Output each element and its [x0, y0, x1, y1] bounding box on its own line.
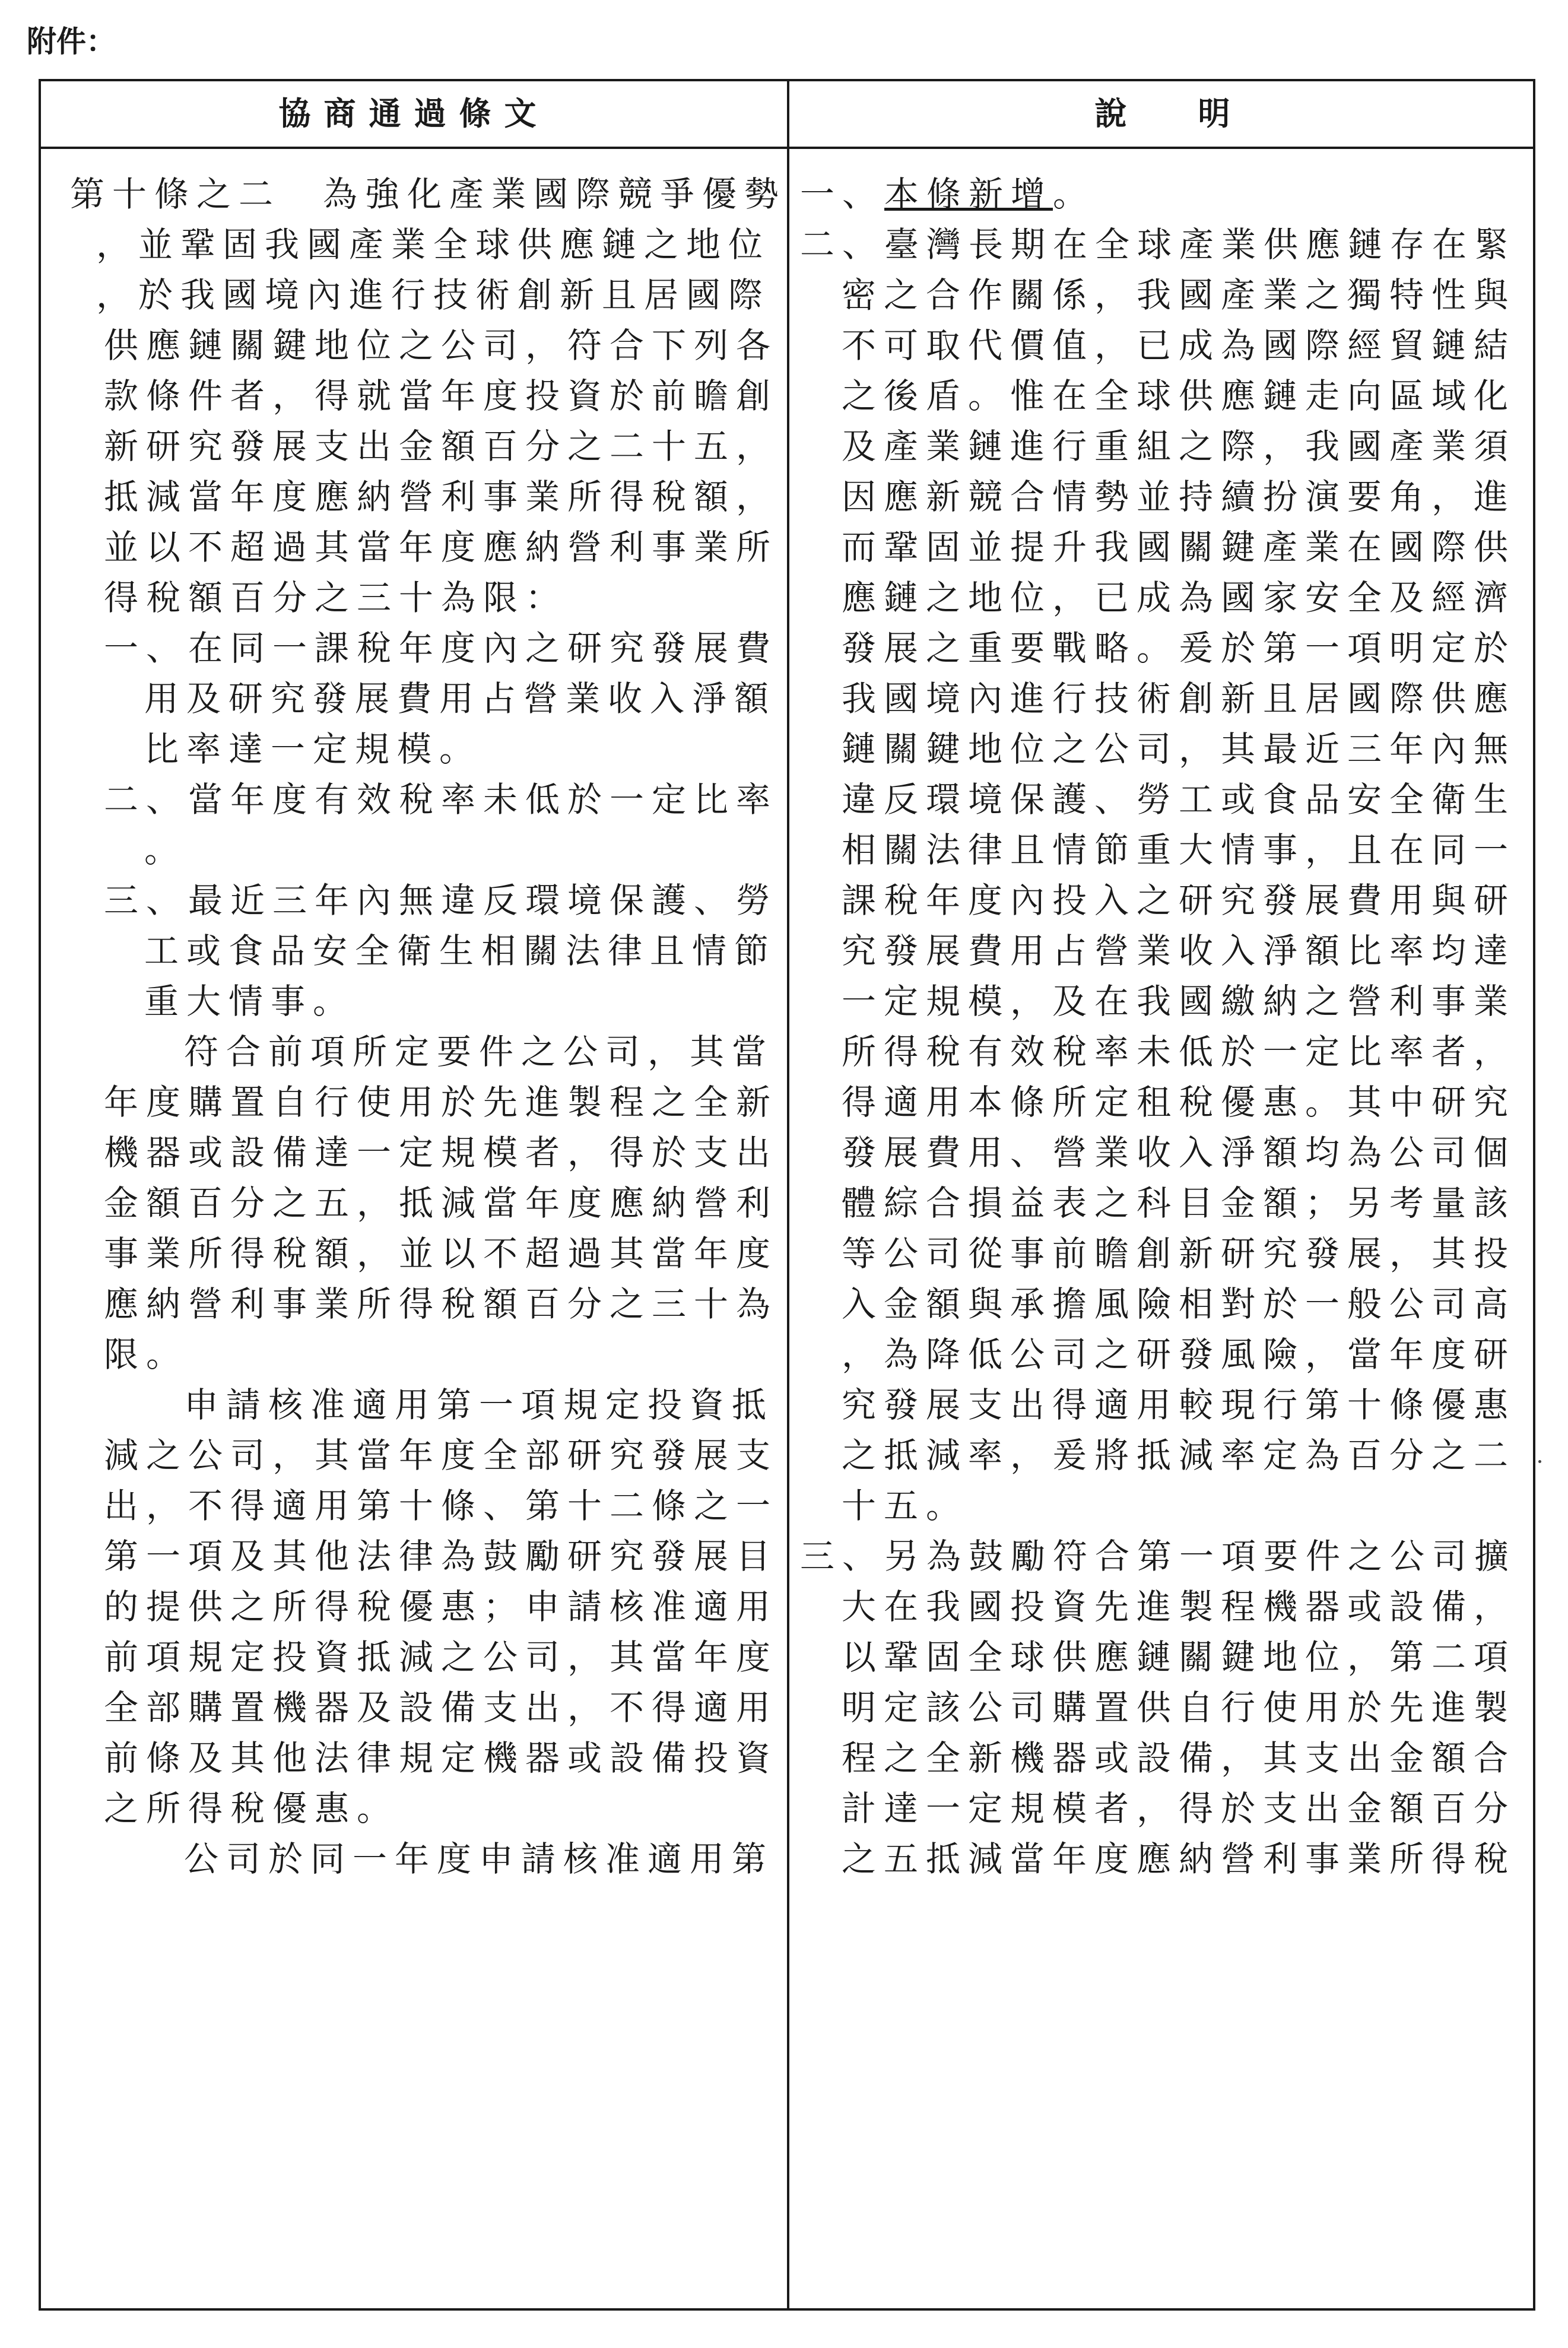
explanation-line: 究發展支出得適用較現行第十條優惠	[842, 1385, 1516, 1425]
explanation-line: 而鞏固並提升我國關鍵產業在國際供	[842, 527, 1516, 567]
article-text-line: 前項規定投資抵減之公司，其當年度	[104, 1637, 779, 1677]
new-article-note: 本條新增	[884, 174, 1053, 214]
explanation-line: 得適用本條所定租稅優惠。其中研究	[842, 1082, 1516, 1122]
punctuation: 。	[1053, 174, 1096, 214]
explanation-line: 所得稅有效稅率未低於一定比率者，	[842, 1032, 1516, 1072]
article-text-line: 機器或設備達一定規模者，得於支出	[104, 1132, 779, 1173]
article-item-line: 二、當年度有效稅率未低於一定比率	[104, 779, 779, 820]
article-item-line: 工或食品安全衛生相關法律且情節	[144, 931, 777, 971]
article-text-line: 符合前項所定要件之公司，其當	[184, 1032, 775, 1072]
explanation-line: 鏈關鍵地位之公司，其最近三年內無	[842, 729, 1516, 769]
article-text-line: 第十條之二 為強化產業國際競爭優勢	[70, 174, 787, 214]
article-text-line: 前條及其他法律規定機器或設備投資	[104, 1738, 779, 1778]
article-text-line: ，於我國境內進行技術創新且居國際	[96, 275, 771, 315]
article-item-line: 重大情事。	[144, 981, 356, 1021]
explanation-line: 等公司從事前瞻創新研究發展，其投	[842, 1233, 1516, 1274]
article-text-line: 並以不超過其當年度應納營利事業所	[104, 527, 779, 567]
explanation-line: 之後盾。惟在全球供應鏈走向區域化	[842, 376, 1516, 416]
article-text-line: 公司於同一年度申請核准適用第	[184, 1839, 775, 1879]
header-explanation: 說明	[1094, 95, 1302, 132]
explanation-line: 體綜合損益表之科目金額；另考量該	[842, 1183, 1516, 1223]
article-item-line: 比率達一定規模。	[144, 729, 482, 769]
article-text-line: 款條件者，得就當年度投資於前瞻創	[104, 376, 779, 416]
explanation-line: 應鏈之地位，已成為國家安全及經濟	[842, 578, 1516, 618]
explanation-line: 發展之重要戰略。爰於第一項明定於	[842, 628, 1516, 668]
explanation-line	[800, 174, 1096, 214]
explanation-line: 一定規模，及在我國繳納之營利事業	[842, 981, 1516, 1021]
explanation-line: ，為降低公司之研發風險，當年度研	[842, 1334, 1516, 1375]
explanation-line: 因應新競合情勢並持續扮演要角，進	[842, 477, 1516, 517]
article-text-line: 之所得稅優惠。	[104, 1788, 399, 1829]
article-text-line: 應納營利事業所得稅額百分之三十為	[104, 1284, 779, 1324]
article-text-line: ，並鞏固我國產業全球供應鏈之地位	[96, 224, 771, 265]
scan-speck	[1538, 1460, 1541, 1463]
article-item-line: 三、最近三年內無違反環境保護、勞	[104, 880, 779, 921]
article-text-line: 第一項及其他法律為鼓勵研究發展目	[104, 1536, 779, 1576]
article-text-line: 得稅額百分之三十為限：	[104, 578, 568, 618]
explanation-line: 明定該公司購置供自行使用於先進製	[842, 1687, 1516, 1728]
article-text-line: 供應鏈關鍵地位之公司，符合下列各	[104, 325, 779, 366]
article-text-line: 全部購置機器及設備支出，不得適用	[104, 1687, 779, 1728]
article-item-line: 用及研究發展費用占營業收入淨額	[144, 678, 777, 719]
explanation-line: 程之全新機器或設備，其支出金額合	[842, 1738, 1516, 1778]
article-text-line: 事業所得稅額，並以不超過其當年度	[104, 1233, 779, 1274]
explanation-line: 之抵減率，爰將抵減率定為百分之二	[842, 1435, 1516, 1476]
explanation-line: 入金額與承擔風險相對於一般公司高	[842, 1284, 1516, 1324]
explanation-line: 不可取代價值，已成為國際經貿鏈結	[842, 325, 1516, 366]
explanation-line: 十五。	[842, 1486, 969, 1526]
article-item-line: 一、在同一課稅年度內之研究發展費	[104, 628, 779, 668]
explanation-line: 發展費用、營業收入淨額均為公司個	[842, 1132, 1516, 1173]
explanation-line: 課稅年度內投入之研究發展費用與研	[842, 880, 1516, 921]
article-text-line: 減之公司，其當年度全部研究發展支	[104, 1435, 779, 1476]
article-text-line: 年度購置自行使用於先進製程之全新	[104, 1082, 779, 1122]
item-number: 一、	[800, 174, 885, 214]
explanation-line: 二、臺灣長期在全球產業供應鏈存在緊	[800, 224, 1517, 265]
explanation-line: 三、另為鼓勵符合第一項要件之公司擴	[800, 1536, 1517, 1576]
explanation-line: 我國境內進行技術創新且居國際供應	[842, 678, 1516, 719]
explanation-line: 違反環境保護、勞工或食品安全衛生	[842, 779, 1516, 820]
article-item-line: 。	[144, 830, 187, 870]
article-text-line: 金額百分之五，抵減當年度應納營利	[104, 1183, 779, 1223]
explanation-line: 大在我國投資先進製程機器或設備，	[842, 1587, 1516, 1627]
explanation-line: 之五抵減當年度應納營利事業所得稅	[842, 1839, 1516, 1879]
article-text-line: 限。	[104, 1334, 189, 1375]
explanation-line: 以鞏固全球供應鏈關鍵地位，第二項	[842, 1637, 1516, 1677]
explanation-line: 及產業鏈進行重組之際，我國產業須	[842, 426, 1516, 467]
article-text-line: 抵減當年度應納營利事業所得稅額，	[104, 477, 779, 517]
explanation-line: 密之合作關係，我國產業之獨特性與	[842, 275, 1516, 315]
article-text-line: 申請核准適用第一項規定投資抵	[184, 1385, 775, 1425]
explanation-line: 究發展費用占營業收入淨額比率均達	[842, 931, 1516, 971]
article-text-line: 新研究發展支出金額百分之二十五，	[104, 426, 779, 467]
explanation-line: 計達一定規模者，得於支出金額百分	[842, 1788, 1516, 1829]
column-divider	[787, 81, 789, 2308]
attachment-label: 附件：	[27, 24, 116, 59]
header-agreed-text: 協商通過條文	[278, 95, 550, 132]
explanation-line: 相關法律且情節重大情事，且在同一	[842, 830, 1516, 870]
article-text-line: 出，不得適用第十條、第十二條之一	[104, 1486, 779, 1526]
article-text-line: 的提供之所得稅優惠；申請核准適用	[104, 1587, 779, 1627]
